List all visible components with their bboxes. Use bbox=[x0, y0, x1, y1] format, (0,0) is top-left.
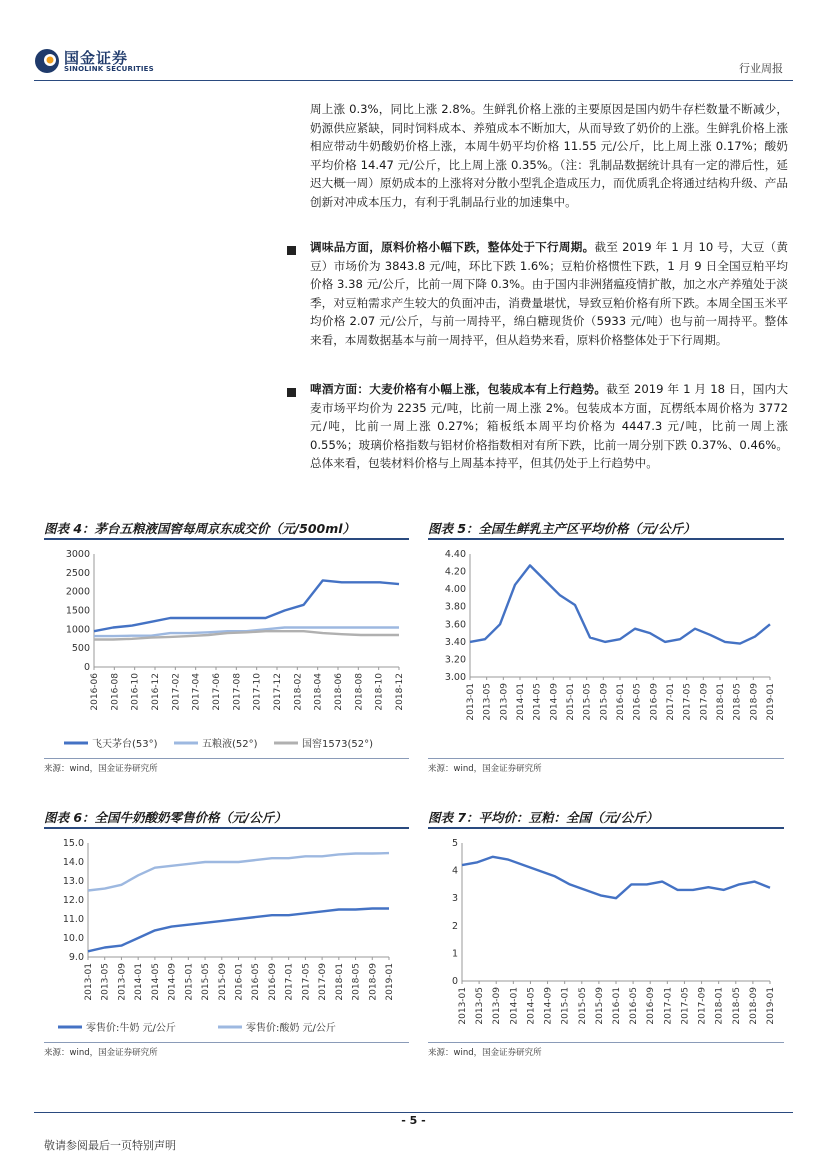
chart6-title-underline bbox=[44, 827, 409, 829]
x-tick-label: 2013-09 bbox=[499, 683, 510, 721]
chart7-source: 来源：wind，国金证券研究所 bbox=[428, 1048, 542, 1058]
chart7-title-underline bbox=[428, 827, 784, 829]
y-tick-label: 4.20 bbox=[444, 566, 466, 578]
x-tick-label: 2015-09 bbox=[594, 987, 605, 1025]
paragraph-condiment-lead: 调味品方面，原料价格小幅下跌，整体处于下行周期。 bbox=[310, 240, 595, 254]
y-tick-label: 5 bbox=[451, 838, 458, 849]
y-tick-label: 11.0 bbox=[62, 914, 84, 925]
x-tick-label: 2017-05 bbox=[301, 963, 312, 1001]
y-tick-label: 3.60 bbox=[444, 619, 466, 631]
chart7-bottom-rule bbox=[428, 1042, 784, 1043]
x-tick-label: 2018-05 bbox=[732, 683, 743, 721]
chart4-title-underline bbox=[44, 538, 409, 540]
footer-disclaimer: 敬请参阅最后一页特别声明 bbox=[44, 1139, 176, 1152]
paragraph-condiment-body: 截至 2019 年 1 月 10 号，大豆（黄豆）市场价为 3843.8 元/吨，环比下跌 1.6%；豆粕价格惯性下跌，1 月 9 日全国豆粕平均价格 3.38 元/公斤，比前一周下降 0.3%。由于国内非洲猪瘟疫情扩散，加之水产养殖处于淡季，对豆粕需求产生较大的负面冲击，消费量堪忧，导致豆粕价格有所下跌。本周全国玉米平均价格 2.07 元/公斤，与前一周持平，绵白糖现货价（5933 元/吨）也与前一周持平。整体来看，本周数据基本与前一周持平，但从趋势来看，原料价格整体处于下行周期。 bbox=[310, 240, 788, 347]
x-tick-label: 2018-09 bbox=[368, 963, 379, 1001]
chart6-title: 图表 6：全国牛奶酸奶零售价格（元/公斤） bbox=[44, 810, 287, 825]
y-tick-label: 1000 bbox=[65, 624, 90, 636]
legend-label: 零售价:牛奶 元/公斤 bbox=[86, 1023, 176, 1034]
x-tick-label: 2017-04 bbox=[191, 673, 202, 711]
series-line-2 bbox=[88, 853, 389, 890]
x-tick-label: 2014-05 bbox=[532, 683, 543, 721]
x-tick-label: 2013-09 bbox=[117, 963, 128, 1001]
chart5-svg bbox=[428, 542, 784, 757]
x-tick-label: 2018-06 bbox=[334, 673, 344, 711]
x-tick-label: 2018-09 bbox=[749, 683, 760, 721]
x-tick-label: 2016-08 bbox=[110, 673, 121, 711]
y-tick-label: 14.0 bbox=[62, 857, 84, 868]
x-tick-label: 2017-05 bbox=[682, 683, 693, 721]
y-tick-label: 4.00 bbox=[444, 584, 466, 596]
y-tick-label: 1500 bbox=[65, 605, 90, 617]
x-tick-label: 2019-01 bbox=[766, 683, 776, 721]
y-tick-label: 3.40 bbox=[444, 636, 466, 648]
x-tick-label: 2014-05 bbox=[526, 987, 537, 1025]
x-tick-label: 2018-01 bbox=[716, 683, 726, 721]
legend-label: 零售价:酸奶 元/公斤 bbox=[246, 1023, 336, 1034]
y-tick-label: 4 bbox=[451, 865, 458, 877]
series-line-1 bbox=[88, 909, 389, 952]
x-tick-label: 2013-05 bbox=[100, 963, 111, 1001]
x-tick-label: 2017-09 bbox=[699, 683, 710, 721]
y-tick-label: 2 bbox=[451, 920, 458, 932]
x-tick-label: 2016-01 bbox=[616, 683, 626, 721]
x-tick-label: 2014-01 bbox=[509, 987, 520, 1025]
x-tick-label: 2019-01 bbox=[766, 987, 776, 1025]
x-tick-label: 2016-09 bbox=[649, 683, 660, 721]
report-type: 行业周报 bbox=[739, 62, 783, 75]
x-tick-label: 2015-01 bbox=[566, 683, 576, 721]
x-tick-label: 2018-12 bbox=[395, 673, 405, 711]
chart5-bottom-rule bbox=[428, 758, 784, 759]
x-tick-label: 2016-10 bbox=[130, 673, 141, 711]
legend-label: 国窖1573(52°) bbox=[302, 739, 373, 750]
y-tick-label: 500 bbox=[71, 643, 90, 655]
chart5-source: 来源：wind，国金证券研究所 bbox=[428, 764, 542, 774]
y-tick-label: 12.0 bbox=[62, 895, 84, 906]
chart4-bottom-rule bbox=[44, 758, 409, 759]
legend-label: 飞天茅台(53°) bbox=[92, 739, 158, 750]
y-tick-label: 9.0 bbox=[68, 952, 84, 963]
bullet-square-icon bbox=[287, 388, 296, 397]
x-tick-label: 2018-01 bbox=[334, 963, 345, 1001]
y-tick-label: 2500 bbox=[65, 567, 90, 579]
x-tick-label: 2017-08 bbox=[232, 673, 243, 711]
series-line-1 bbox=[94, 580, 399, 631]
x-tick-label: 2015-05 bbox=[582, 683, 593, 721]
x-tick-label: 2017-01 bbox=[663, 987, 674, 1025]
chart6-bottom-rule bbox=[44, 1042, 409, 1043]
x-tick-label: 2013-01 bbox=[458, 987, 468, 1025]
y-tick-label: 0 bbox=[451, 976, 458, 987]
x-tick-label: 2015-09 bbox=[217, 963, 228, 1001]
x-tick-label: 2018-10 bbox=[374, 673, 385, 711]
brand-name-en: SINOLINK SECURITIES bbox=[64, 65, 154, 73]
x-tick-label: 2016-12 bbox=[151, 673, 161, 711]
x-tick-label: 2016-09 bbox=[646, 987, 657, 1025]
y-tick-label: 3000 bbox=[65, 549, 90, 560]
x-tick-label: 2014-05 bbox=[150, 963, 161, 1001]
y-tick-label: 3.20 bbox=[444, 654, 466, 666]
x-tick-label: 2018-05 bbox=[731, 987, 742, 1025]
x-tick-label: 2017-05 bbox=[680, 987, 691, 1025]
y-tick-label: 10.0 bbox=[62, 933, 84, 944]
y-tick-label: 4.40 bbox=[444, 549, 466, 560]
x-tick-label: 2016-05 bbox=[629, 987, 640, 1025]
chart6-svg bbox=[44, 831, 409, 1041]
x-tick-label: 2018-05 bbox=[351, 963, 362, 1001]
paragraph-condiment bbox=[310, 238, 788, 349]
x-tick-label: 2017-01 bbox=[284, 963, 295, 1001]
chart4-title: 图表 4：茅台五粮液国窖每周京东成交价（元/500ml） bbox=[44, 521, 356, 536]
x-tick-label: 2014-01 bbox=[516, 683, 526, 721]
chart5-title: 图表 5：全国生鲜乳主产区平均价格（元/公斤） bbox=[428, 521, 696, 536]
chart7-title: 图表 7：平均价：豆粕：全国（元/公斤） bbox=[428, 810, 659, 825]
footer-divider bbox=[34, 1112, 793, 1113]
chart4-svg bbox=[44, 542, 409, 757]
page-number: - 5 - bbox=[401, 1114, 426, 1127]
series-line-1 bbox=[462, 857, 770, 898]
y-tick-label: 3.80 bbox=[444, 601, 466, 613]
x-tick-label: 2016-01 bbox=[612, 987, 622, 1025]
paragraph-dairy: 周上涨 0.3%，同比上涨 2.8%。生鲜乳价格上涨的主要原因是国内奶牛存栏数量不断减少，奶源供应紧缺，同时饲料成本、养殖成本不断加大，从而导致了奶价的上涨。生鲜乳价格上涨相应带动牛奶酸奶价格上涨，本周牛奶平均价格 11.55 元/公斤，比上周上涨 0.17%；酸奶平均价格 14.47 元/公斤，比上周上涨 0.35%。（注：乳制品数据统计具有一定的滞后性，延迟大概一周）原奶成本的上涨将对分散小型乳企造成压力，而优质乳企将通过结构升级、产品创新对冲成本压力，有利于乳制品行业的加速集中。 bbox=[310, 102, 788, 209]
x-tick-label: 2015-01 bbox=[184, 963, 195, 1001]
x-tick-label: 2015-09 bbox=[599, 683, 610, 721]
x-tick-label: 2014-09 bbox=[549, 683, 560, 721]
x-tick-label: 2016-05 bbox=[251, 963, 262, 1001]
x-tick-label: 2014-01 bbox=[134, 963, 145, 1001]
x-tick-label: 2018-01 bbox=[714, 987, 725, 1025]
paragraph-beer-lead: 啤酒方面：大麦价格有小幅上涨，包装成本有上行趋势。 bbox=[310, 382, 607, 396]
y-tick-label: 3.00 bbox=[444, 672, 466, 683]
x-tick-label: 2016-06 bbox=[90, 673, 100, 711]
y-tick-label: 3 bbox=[451, 893, 458, 905]
x-tick-label: 2016-01 bbox=[234, 963, 245, 1001]
chart5-title-underline bbox=[428, 538, 784, 540]
y-tick-label: 13.0 bbox=[62, 876, 84, 887]
brand-name-cn: 国金证券 bbox=[64, 49, 129, 67]
x-tick-label: 2015-05 bbox=[201, 963, 212, 1001]
x-tick-label: 2016-05 bbox=[632, 683, 643, 721]
bullet-square-icon bbox=[287, 246, 296, 255]
x-tick-label: 2017-02 bbox=[171, 673, 182, 711]
x-tick-label: 2017-09 bbox=[697, 987, 708, 1025]
chart4-source: 来源：wind，国金证券研究所 bbox=[44, 764, 158, 774]
x-tick-label: 2018-08 bbox=[354, 673, 365, 711]
y-tick-label: 2000 bbox=[65, 586, 90, 598]
x-tick-label: 2017-01 bbox=[666, 683, 676, 721]
x-tick-label: 2013-05 bbox=[482, 683, 493, 721]
x-tick-label: 2015-01 bbox=[560, 987, 571, 1025]
x-tick-label: 2013-05 bbox=[475, 987, 486, 1025]
paragraph-beer-body: 截至 2019 年 1 月 18 日，国内大麦市场平均价为 2235 元/吨，比前一周上涨 2%。包装成本方面，瓦楞纸本周价格为 3772 元/吨，比前一周上涨 0.27%；箱板纸本周平均价格为 4447.3 元/吨，比前一周上涨 0.55%；玻璃价格指数与铝材价格指数相对有所下跌，比前一周分别下跌 0.37%、0.46%。总体来看，包装材料价格与上周基本持平，但其仍处于上行趋势中。 bbox=[310, 382, 788, 470]
y-tick-label: 0 bbox=[83, 662, 90, 673]
x-tick-label: 2017-12 bbox=[273, 673, 283, 711]
x-tick-label: 2016-09 bbox=[267, 963, 278, 1001]
x-tick-label: 2017-06 bbox=[212, 673, 222, 711]
x-tick-label: 2015-05 bbox=[577, 987, 588, 1025]
y-tick-label: 1 bbox=[451, 948, 458, 960]
x-tick-label: 2019-01 bbox=[385, 963, 395, 1001]
x-tick-label: 2017-10 bbox=[252, 673, 263, 711]
x-tick-label: 2017-09 bbox=[318, 963, 329, 1001]
legend-label: 五粮液(52°) bbox=[202, 739, 258, 750]
y-tick-label: 15.0 bbox=[62, 838, 84, 849]
paragraph-beer bbox=[310, 380, 788, 473]
x-tick-label: 2014-09 bbox=[167, 963, 178, 1001]
x-tick-label: 2018-04 bbox=[313, 673, 324, 711]
sinolink-logo-icon bbox=[34, 48, 60, 74]
header-divider bbox=[34, 80, 793, 81]
x-tick-label: 2013-01 bbox=[466, 683, 476, 721]
x-tick-label: 2013-01 bbox=[84, 963, 94, 1001]
x-tick-label: 2018-09 bbox=[748, 987, 759, 1025]
x-tick-label: 2014-09 bbox=[543, 987, 554, 1025]
chart6-source: 来源：wind，国金证券研究所 bbox=[44, 1048, 158, 1058]
x-tick-label: 2018-02 bbox=[293, 673, 304, 711]
x-tick-label: 2013-09 bbox=[492, 987, 503, 1025]
series-line-1 bbox=[470, 565, 770, 643]
chart7-svg bbox=[428, 831, 784, 1041]
